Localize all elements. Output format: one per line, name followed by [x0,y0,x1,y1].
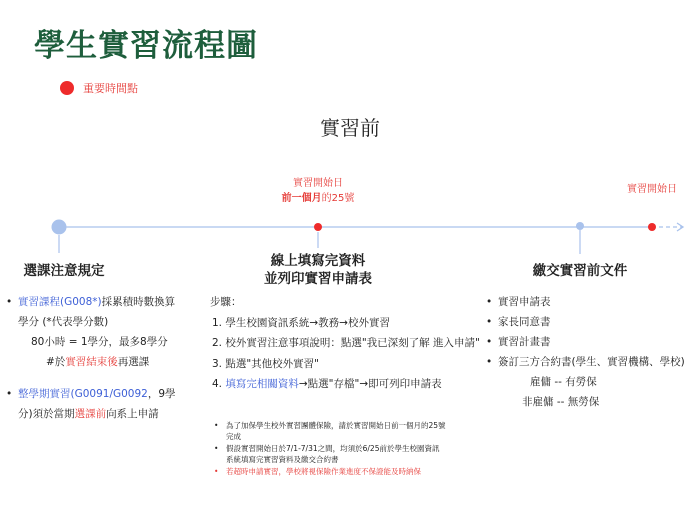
list-item [6,292,196,312]
item1-line4 [6,352,196,372]
step-4-num: 4. [212,378,226,390]
timeline-note-middle-rest: 的25號 [321,193,355,204]
item2-rest: ，9學 [147,388,176,400]
timeline-note-middle-bold: 前一個月 [281,193,322,204]
step-4 [210,374,480,395]
item1-line4-red: 實習結束後 [65,356,118,368]
list-item: • 家長同意書 [486,312,685,332]
step-4-rest: →點選"存檔"→即可列印申請表 [298,378,442,390]
course-code: (G008*) [60,296,102,308]
item2-line2-post: 向系上申請 [106,408,159,420]
step-3: 3. 點選"其他校外實習" [212,357,320,370]
right-column-heading: 繳交實習前文件 [532,263,628,279]
step-2: 2. 校外實習注意事項說明：點選"我已深刻了解 進入申請" [212,337,480,349]
timeline-note-middle-line1: 實習開始日 [293,178,343,189]
fill-data-link[interactable]: 填寫完相關資料 [225,378,299,390]
list-item: • 簽訂三方合約書(學生、實習機構、學校) [486,352,685,372]
list-item: • 實習申請表 [486,292,685,312]
semester-code: (G0091/G0092 [70,388,148,400]
right-column-list [486,292,685,412]
note-item-warning: • 若超時申請實習，學校將視保險作業進度不保證能及時納保 [214,466,446,477]
left-column-list [6,292,196,424]
middle-heading-line1: 線上填寫完資料 [270,253,366,269]
notes-list [214,420,446,478]
timeline-note-right: 實習開始日 [627,184,677,195]
item1-line4-pre: #於 [46,356,66,368]
step-1: 1. 學生校園資訊系統→教務→校外實習 [212,316,390,329]
item2-line2 [6,404,196,424]
page-title: 學生實習流程圖 [34,28,258,64]
item2-line2-pre: 分)須於當期 [18,408,75,420]
item1-line2: 學分 (*代表學分數) [18,316,109,328]
item2-line2-red: 選課前 [74,408,107,420]
steps-list [210,292,480,395]
list-spacer [6,372,196,384]
middle-heading-line2: 並列印實習申請表 [264,271,372,287]
left-column-heading: 選課注意規定 [23,263,105,279]
list-item: • 實習計畫書 [486,332,685,352]
section-heading: 實習前 [320,116,380,140]
non-employment-labor: 非雇傭 -- 無勞保 [522,396,600,408]
course-link[interactable]: 實習課程 [18,296,60,308]
item1-rest: 採累積時數換算 [101,296,176,308]
legend-label: 重要時間點 [83,82,138,95]
semester-link[interactable]: 整學期實習 [18,388,71,400]
employment-labor: 雇傭 -- 有勞保 [530,376,597,388]
steps-label: 步驟： [210,296,242,308]
list-item [6,384,196,404]
item1-line4-post: 再選課 [117,356,150,368]
item1-line3: 80小時 = 1學分，最多8學分 [31,336,168,348]
note-item: • 為了加保學生校外實習團體保險，請於實習開始日前一個月的25號完成 [214,420,446,442]
note-item: • 假設實習開始日於7/1-7/31之間，均須於6/25前於學生校園資訊系統填寫完實習資料及繳交合約書 [214,443,446,465]
middle-column-heading [228,252,408,288]
